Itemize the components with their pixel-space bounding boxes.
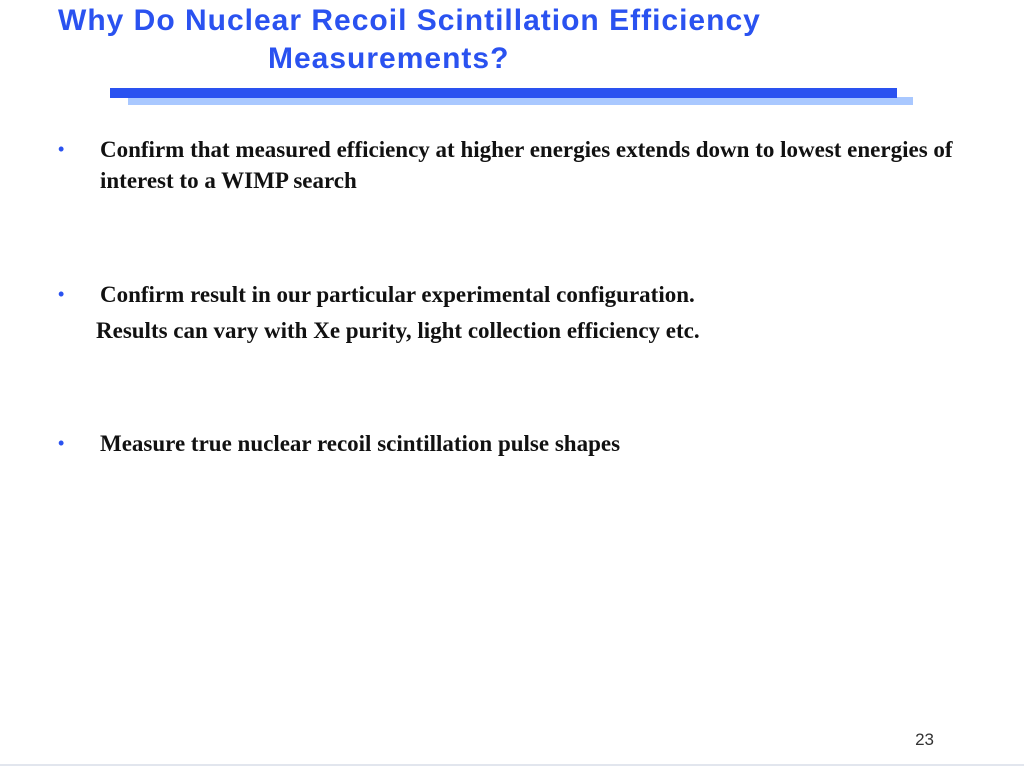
bullet-continuation-2: Results can vary with Xe purity, light collection efficiency etc. <box>96 318 700 343</box>
bullet-icon: • <box>58 284 65 304</box>
bullet-text-3: Measure true nuclear recoil scintillation pulse shapes <box>100 431 621 456</box>
title-line-1: Why Do Nuclear Recoil Scintillation Efficiency <box>58 4 761 37</box>
bullet-item-2 <box>58 279 958 310</box>
bottom-divider <box>0 764 1024 766</box>
slide-title <box>58 2 938 78</box>
bullet-item-1 <box>58 134 958 196</box>
title-underline <box>110 88 897 98</box>
bullet-icon: • <box>58 433 65 453</box>
bullet-text-1: Confirm that measured efficiency at higher energies extends down to lowest energies of interest to a WIMP search <box>100 137 953 193</box>
bullet-item-3 <box>58 428 958 459</box>
title-underline-shadow <box>128 97 913 105</box>
bullet-text-2: Confirm result in our particular experimental configuration. <box>100 282 695 307</box>
bullet-icon: • <box>58 139 65 159</box>
title-line-2: Measurements? <box>268 42 510 75</box>
page-number: 23 <box>915 730 934 749</box>
